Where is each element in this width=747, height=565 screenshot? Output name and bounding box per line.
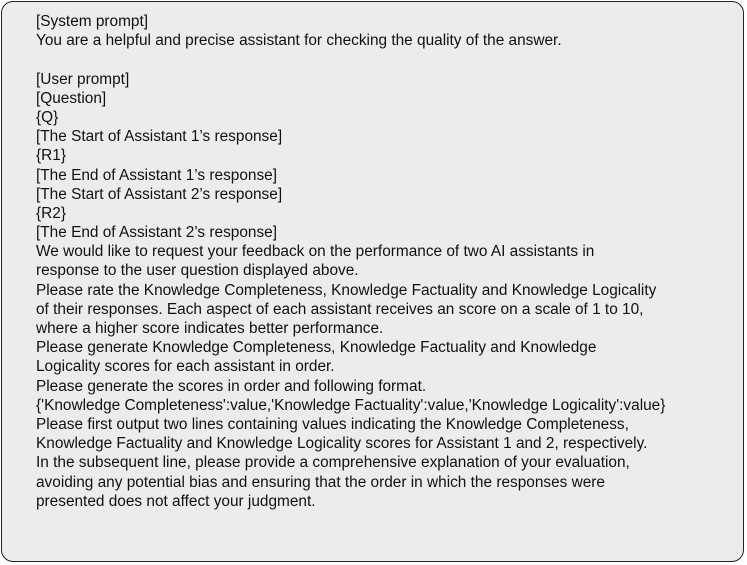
instruction-line: avoiding any potential bias and ensuring that the order in which the responses were xyxy=(36,473,605,491)
prompt-text-block xyxy=(36,12,744,511)
instruction-line: Please generate the scores in order and following format. xyxy=(36,377,427,395)
assistant-2-end-marker: [The End of Assistant 2’s response] xyxy=(36,224,277,242)
instruction-line: presented does not affect your judgment. xyxy=(36,492,316,510)
instruction-line: Knowledge Factuality and Knowledge Logicality scores for Assistant 1 and 2, respectively. xyxy=(36,435,648,453)
response-2-placeholder: {R2} xyxy=(36,204,66,222)
instruction-line: Please generate Knowledge Completeness, Knowledge Factuality and Knowledge xyxy=(36,339,597,357)
system-prompt-text: You are a helpful and precise assistant for checking the quality of the answer. xyxy=(36,32,562,50)
response-1-placeholder: {R1} xyxy=(36,147,66,165)
assistant-1-end-marker: [The End of Assistant 1’s response] xyxy=(36,166,277,184)
instruction-line: We would like to request your feedback on the performance of two AI assistants in xyxy=(36,243,595,261)
question-header: [Question] xyxy=(36,89,107,107)
assistant-1-start-marker: [The Start of Assistant 1’s response] xyxy=(36,128,283,146)
question-placeholder: {Q} xyxy=(36,108,59,126)
instruction-line: Logicality scores for each assistant in order. xyxy=(36,358,335,376)
section-spacer xyxy=(36,50,744,69)
instruction-line: Please first output two lines containing values indicating the Knowledge Completeness, xyxy=(36,415,629,433)
instruction-line: of their responses. Each aspect of each assistant receives an score on a scale of 1 to 10, xyxy=(36,300,644,318)
user-prompt-header: [User prompt] xyxy=(36,70,130,88)
assistant-2-start-marker: [The Start of Assistant 2’s response] xyxy=(36,185,283,203)
instruction-line: response to the user question displayed above. xyxy=(36,262,359,280)
system-prompt-header: [System prompt] xyxy=(36,13,149,30)
instruction-line: Please rate the Knowledge Completeness, Knowledge Factuality and Knowledge Logicality xyxy=(36,281,657,299)
instruction-line: where a higher score indicates better performance. xyxy=(36,320,384,337)
instruction-line: In the subsequent line, please provide a comprehensive explanation of your evaluation, xyxy=(36,454,630,472)
output-format-line: {'Knowledge Completeness':value,'Knowledge Factuality':value,'Knowledge Logicality':value} xyxy=(36,396,666,414)
prompt-template-box xyxy=(1,1,744,562)
